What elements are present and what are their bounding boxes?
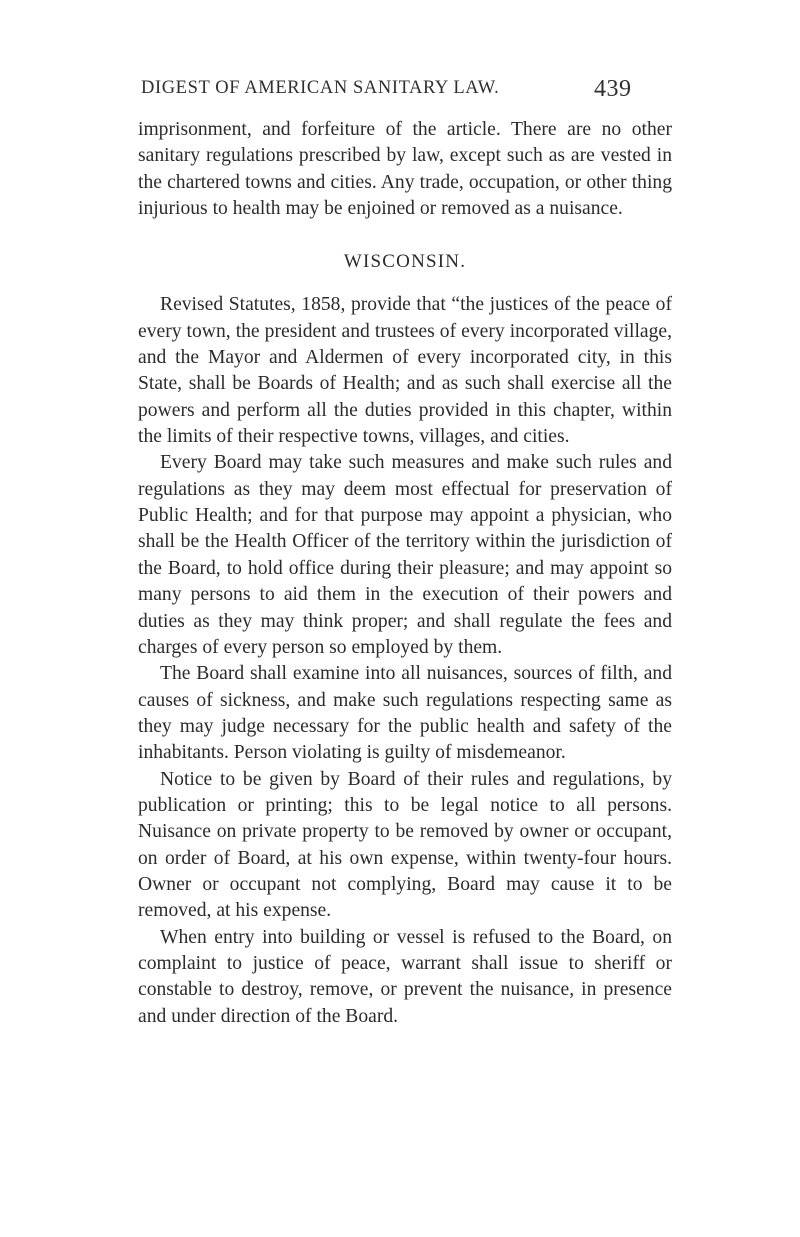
body-paragraph: The Board shall examine into all nuisances, sources of filth, and causes of sickness, and make such regulations respecting same as they may judge necessary for the public health and safety of the inhabitants. Person violating is guilty of misdemeanor.: [138, 663, 672, 764]
body-paragraph: Every Board may take such measures and make such rules and regulations as they may deem most effectual for preservation of Public Health; and for that purpose may appoint a physician, who shall be the Health Officer of the territory within the jurisdiction of the Board, to hold office during their pleasure; and may appoint so many persons to aid them in the execution of their powers and duties as they may think proper; and shall regulate the fees and charges of every person so employed by them.: [138, 452, 672, 658]
body-paragraph: Notice to be given by Board of their rules and regulations, by publication or printing; this to be legal notice to all persons. Nuisance on private property to be removed by owner or occupant, on order of Board, at his own expense, within twenty-four hours. Owner or occupant not complying, Board may cause it to be removed, at his expense.: [138, 768, 672, 922]
page-number: 439: [594, 76, 632, 102]
page-body: [138, 117, 672, 1030]
continuation-paragraph: imprisonment, and forfeiture of the article. There are no other sanitary regulations prescribed by law, except such as are vested in the chartered towns and cities. Any trade, occupation, or other thing injurious to health may be enjoined or removed as a nuisance.: [138, 119, 672, 220]
body-paragraph: Revised Statutes, 1858, provide that “the justices of the peace of every town, the president and trustees of every incorporated village, and the Mayor and Aldermen of every incorporated city, in this State, shall be Boards of Health; and as such shall exercise all the powers and perform all the duties provided in this chapter, within the limits of their respective towns, villages, and cities.: [138, 294, 672, 448]
running-head: DIGEST OF AMERICAN SANITARY LAW.: [141, 78, 500, 98]
page-header: [0, 78, 800, 108]
section-heading: WISCONSIN.: [343, 251, 467, 273]
body-paragraph: When entry into building or vessel is refused to the Board, on complaint to justice of peace, warrant shall issue to sheriff or constable to destroy, remove, or prevent the nuisance, in presence and under direction of the Board.: [138, 926, 672, 1027]
